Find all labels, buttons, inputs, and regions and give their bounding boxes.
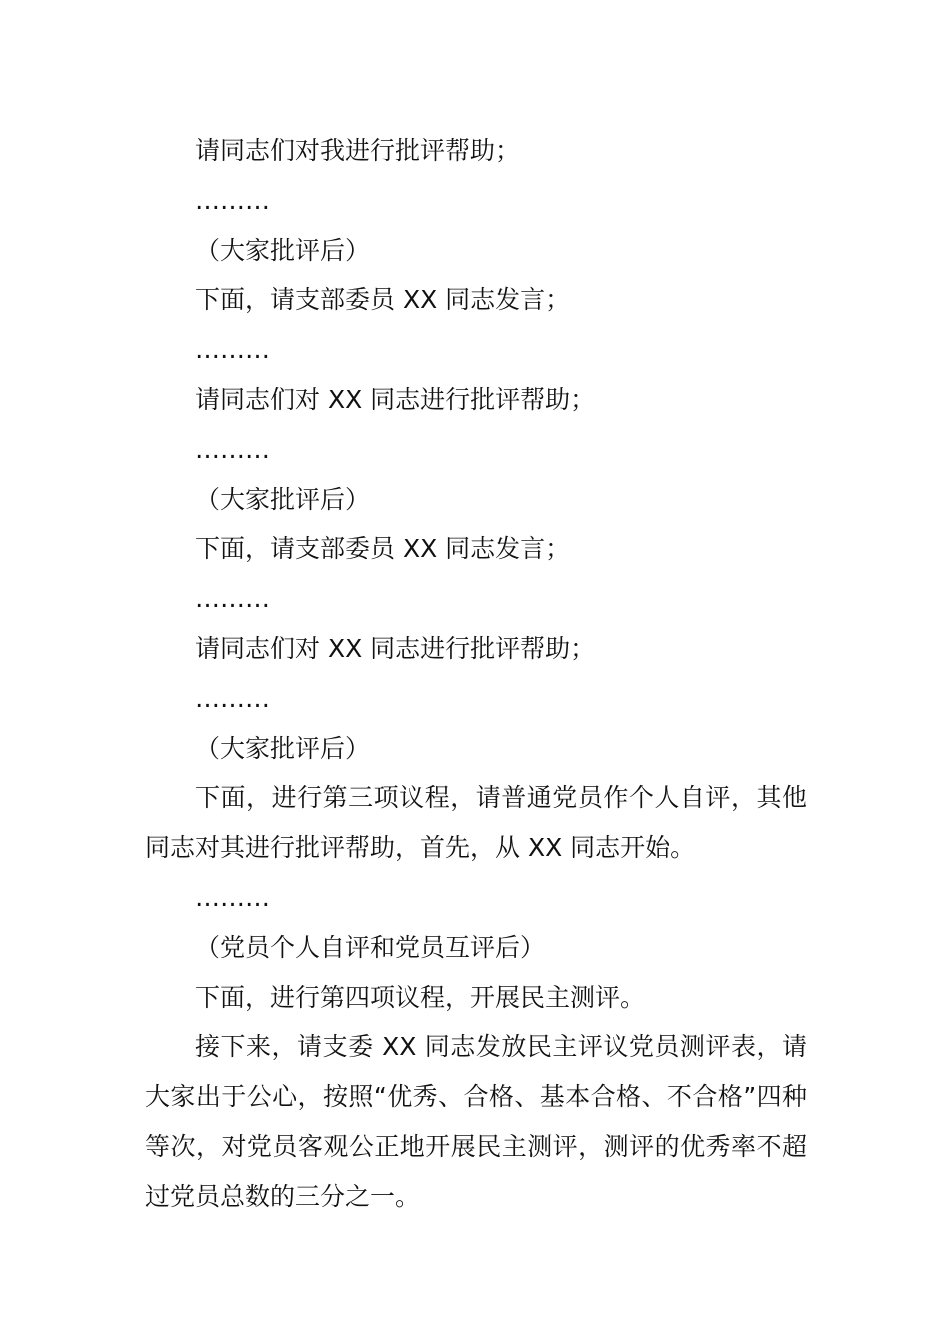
ellipsis-line: ………: [195, 584, 270, 614]
paragraph: 下面，进行第三项议程，请普通党员作个人自评，其他同志对其进行批评帮助，首先，从 XX 同志开始。: [145, 783, 807, 863]
paragraph: 下面，请支部委员 XX 同志发言；: [195, 534, 571, 564]
paragraph: 接下来，请支委 XX 同志发放民主评议党员测评表，请大家出于公心，按照“优秀、合格、基本合格、不合格”四种等次，对党员客观公正地开展民主测评，测评的优秀率不超过党员总数的三分之一。: [145, 1032, 807, 1211]
ellipsis-line: ………: [195, 683, 270, 713]
ellipsis-line: ………: [195, 434, 270, 464]
paragraph: 请同志们对 XX 同志进行批评帮助；: [195, 633, 596, 663]
paragraph: 下面，请支部委员 XX 同志发言；: [195, 285, 571, 315]
ellipsis-line: ………: [195, 335, 270, 365]
ellipsis-line: ………: [195, 185, 270, 215]
paragraph: 下面，进行第四项议程，开展民主测评。: [195, 982, 646, 1012]
paragraph: 请同志们对 XX 同志进行批评帮助；: [195, 384, 596, 414]
parenthetical-note: （党员个人自评和党员互评后）: [195, 932, 546, 962]
parenthetical-note: （大家批评后）: [195, 484, 371, 514]
document-body: [145, 126, 807, 1222]
parenthetical-note: （大家批评后）: [195, 235, 371, 265]
paragraph: 请同志们对我进行批评帮助；: [195, 136, 521, 165]
parenthetical-note: （大家批评后）: [195, 733, 371, 763]
ellipsis-line: ………: [195, 882, 270, 912]
